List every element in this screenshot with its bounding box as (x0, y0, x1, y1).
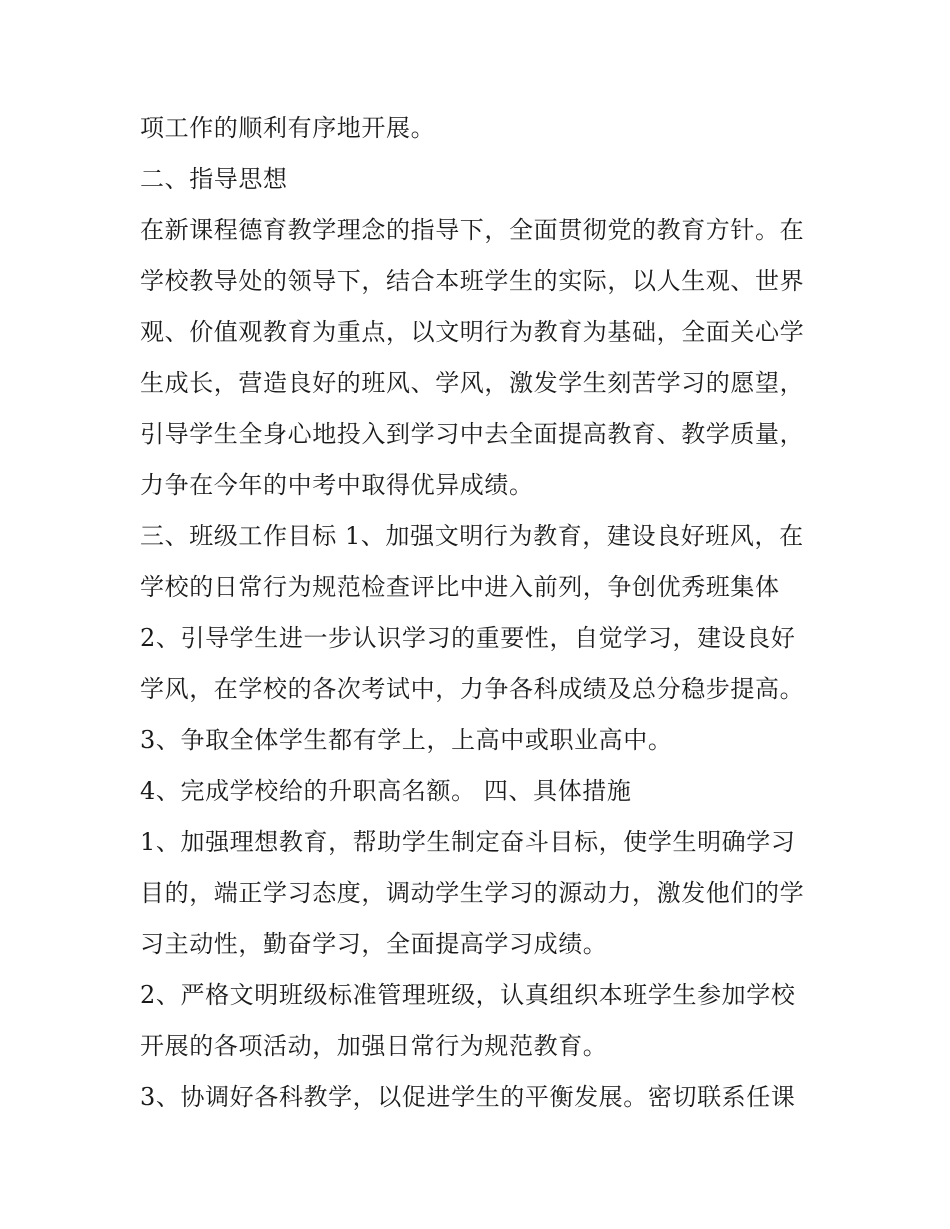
text-line: 观、价值观教育为重点，以文明行为教育为基础，全面关心学 (140, 318, 805, 346)
text-line: 在新课程德育教学理念的指导下，全面贯彻党的教育方针。在 (140, 216, 805, 244)
text-line: 3、争取全体学生都有学上，上高中或职业高中。 (140, 726, 673, 754)
text-line: 目的，端正学习态度，调动学生学习的源动力，激发他们的学 (140, 879, 805, 907)
text-line: 学风，在学校的各次考试中，力争各科成绩及总分稳步提高。 (140, 675, 805, 703)
text-line: 学校的日常行为规范检查评比中进入前列，争创优秀班集体 (140, 573, 780, 601)
text-line: 项工作的顺利有序地开展。 (140, 114, 436, 142)
text-line: 2、严格文明班级标准管理班级，认真组织本班学生参加学校 (140, 981, 796, 1009)
section-heading: 4、完成学校给的升职高名额。 四、具体措施 (140, 777, 632, 805)
text-line: 1、加强理想教育，帮助学生制定奋斗目标，使学生明确学习 (140, 828, 796, 856)
section-heading: 三、班级工作目标 1、加强文明行为教育，建设良好班风，在 (140, 522, 804, 550)
text-line: 引导学生全身心地投入到学习中去全面提高教育、教学质量， (140, 420, 805, 448)
text-line: 2、引导学生进一步认识学习的重要性，自觉学习，建设良好 (140, 624, 796, 652)
text-line: 力争在今年的中考中取得优异成绩。 (140, 471, 534, 499)
text-line: 3、协调好各科教学，以促进学生的平衡发展。密切联系任课 (140, 1083, 796, 1111)
text-line: 生成长，营造良好的班风、学风，激发学生刻苦学习的愿望， (140, 369, 805, 397)
section-heading: 二、指导思想 (140, 165, 288, 193)
text-line: 习主动性，勤奋学习，全面提高学习成绩。 (140, 930, 608, 958)
text-line: 学校教导处的领导下，结合本班学生的实际，以人生观、世界 (140, 267, 805, 295)
text-line: 开展的各项活动，加强日常行为规范教育。 (140, 1032, 608, 1060)
